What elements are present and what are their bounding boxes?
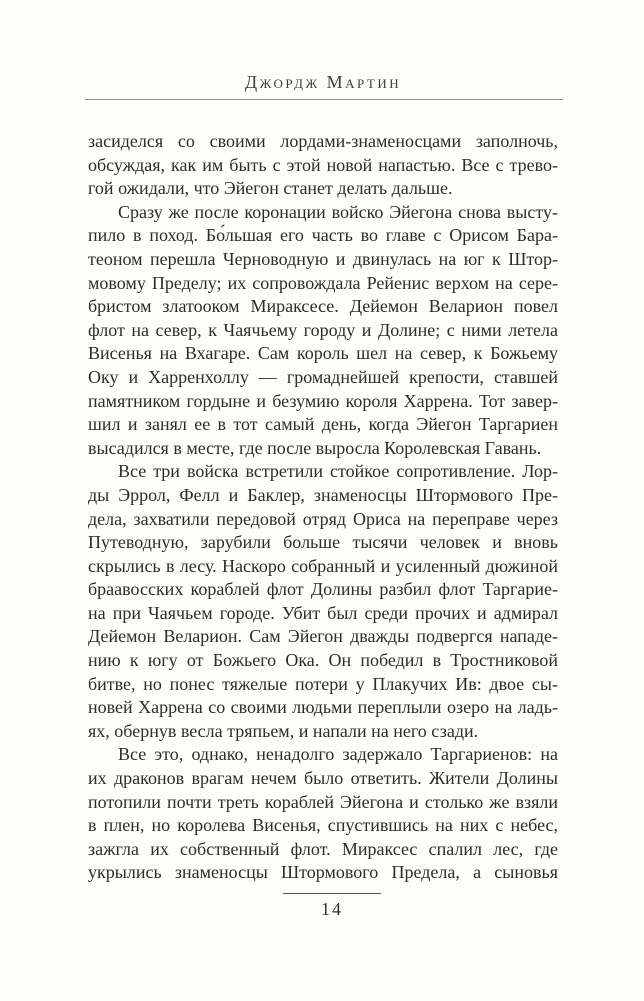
text-line: зажгла их собственный флот. Мираксес спалил лес, где [88,838,558,859]
text-line: на при Чаячьем городе. Убит был среди прочих и адмирал [88,602,558,623]
text-line: ды Эррол, Фелл и Баклер, знаменосцы Штормового Пре- [88,484,558,505]
text-line: мовому Пределу; их сопровождала Рейенис верхом на сере- [88,272,558,293]
text-line: их драконов врагам нечем было ответить. Жители Долины [88,768,558,789]
text-line: пило в поход. Бо́льшая его часть во главе с Орисом Бара- [88,225,558,246]
text-line: новей Харрена со своими людьми переплыли озеро на ладь- [88,697,558,718]
text-line: потопили почти треть кораблей Эйегона и столько же взяли [88,791,558,812]
body-text [88,130,558,885]
running-header-author: Джордж Мартин [244,72,402,92]
text-line: шил и занял ее в тот самый день, когда Эйегон Таргариен [88,414,558,435]
text-line: памятником гордыне и безумию короля Харрена. Тот завер- [88,390,558,411]
header-rule [85,99,563,100]
text-line: Дейемон Веларион. Сам Эйегон дважды подвергся нападе- [88,626,558,647]
text-line: обсуждая, как им быть с этой новой напастью. Все с трево- [88,154,558,175]
text-line: браавосских кораблей флот Долины разбил флот Таргарие- [88,579,558,600]
text-line: нию к югу от Божьего Ока. Он победил в Тростниковой [88,650,558,671]
text-line: бристом златооком Мираксесе. Дейемон Веларион повел [88,296,558,317]
text-line: скрылись в лесу. Наскоро собранный и усиленный дюжиной [88,555,558,576]
text-line: флот на север, к Чаячьему городу и Долине; с ними летела [88,319,558,340]
footer-rule [283,893,381,894]
text-line: засиделся со своими лордами-знаменосцами заполночь, [88,131,558,151]
page-footer [283,893,381,920]
text-line: Сразу же после коронации войско Эйегона снова высту- [118,201,558,222]
page-number: 14 [321,899,343,919]
text-line: теоном перешла Черноводную и двинулась на юг к Штор- [88,248,558,269]
text-line: Висенья на Вхагаре. Сам король шел на север, к Божьему [88,343,558,364]
text-line: Путеводную, зарубили больше тысячи человек и вновь [88,532,558,553]
text-line: Оку и Харренхоллу — громаднейшей крепости, ставшей [88,366,558,387]
text-line: укрылись знаменосцы Штормового Предела, а сыновья [88,862,558,883]
text-line: дела, захватили передовой отряд Ориса на переправе через [88,508,558,529]
text-line: Все три войска встретили стойкое сопротивление. Лор- [118,461,558,482]
text-line: в плен, но королева Висенья, спустившись на них с небес, [88,815,558,836]
text-line: Все это, однако, ненадолго задержало Таргариенов: на [118,744,558,765]
text-line: высадился в месте, где после выросла Королевская Гавань. [88,437,542,458]
text-line: битве, но понес тяжелые потери у Плакучих Ив: двое сы- [88,673,558,694]
text-line: ях, обернув весла тряпьем, и напали на него сзади. [88,720,479,741]
text-line: гой ожидали, что Эйегон станет делать дальше. [88,178,453,199]
